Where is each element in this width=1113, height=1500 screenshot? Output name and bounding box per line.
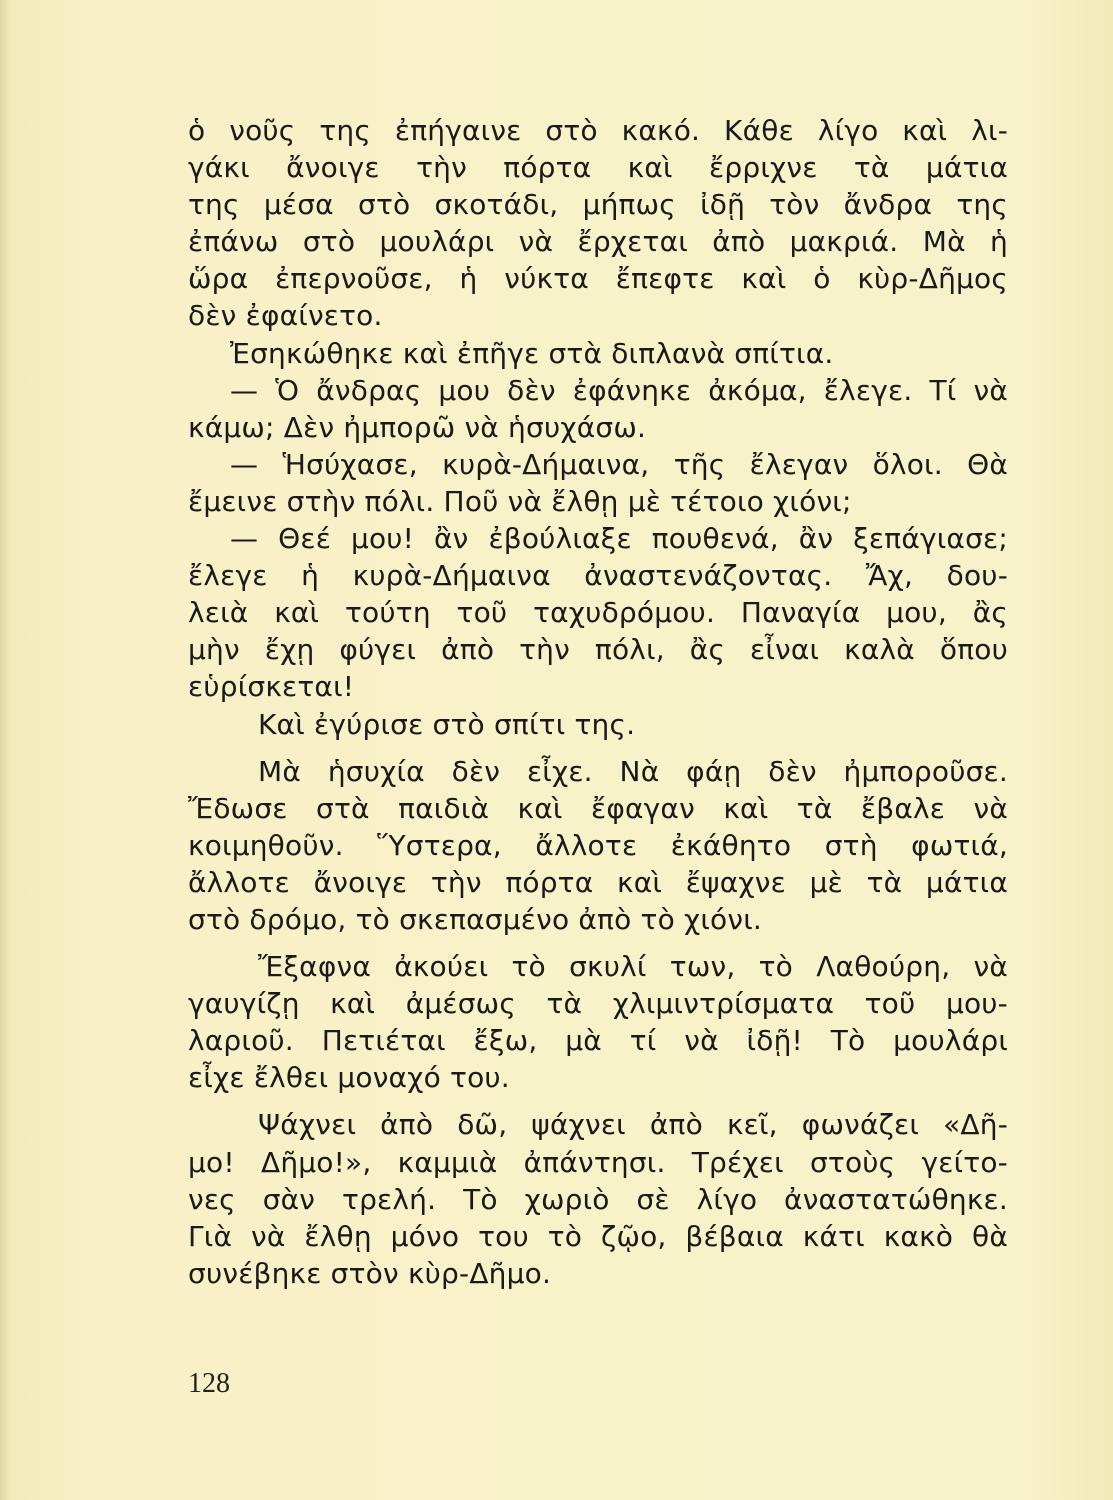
text-line-22: στὸ δρόμο, τὸ σκεπασμένο ἀπὸ τὸ χιόνι. (188, 902, 762, 936)
text-line-28: μο! Δῆμο!», καμμιὰ ἀπάντησι. Τρέχει στοὺς γείτο- (188, 1145, 1008, 1179)
text-line-1: ὁ νοῦς της ἐπήγαινε στὸ κακό. Κάθε λίγο καὶ λι- (188, 114, 1008, 147)
text-line-19: Ἔδωσε στὰ παιδιὰ καὶ ἔφαγαν καὶ τὰ ἔβαλε νὰ (188, 791, 1008, 825)
page-number: 128 (188, 1368, 230, 1399)
text-line-11: ἔμεινε στὴν πόλι. Ποῦ νὰ ἔλθῃ μὲ τέτοιο χιόνι; (188, 484, 852, 518)
text-line-13: ἔλεγε ἡ κυρὰ-Δήμαινα ἀναστενάζοντας. Ἄχ, δου- (188, 559, 1008, 593)
text-line-21: ἄλλοτε ἄνοιγε τὴν πόρτα καὶ ἔψαχνε μὲ τὰ μάτια (188, 865, 1008, 899)
text-line-4: ἐπάνω στὸ μουλάρι νὰ ἔρχεται ἀπὸ μακριά. Μὰ ἡ (188, 225, 1008, 259)
text-line-7: Ἐσηκώθηκε καὶ ἐπῆγε στὰ διπλανὰ σπίτια. (230, 336, 834, 370)
text-line-12: — Θεέ μου! ἂν ἐβούλιαξε πουθενά, ἂν ξεπάγιασε; (230, 522, 1008, 556)
text-line-5: ὥρα ἐπερνοῦσε, ἡ νύκτα ἔπεφτε καὶ ὁ κὺρ-Δῆμος (188, 262, 1008, 296)
text-line-17: Καὶ ἐγύρισε στὸ σπίτι της. (258, 707, 636, 741)
text-line-15: μὴν ἔχῃ φύγει ἀπὸ τὴν πόλι, ἂς εἶναι καλὰ ὅπου (188, 633, 1008, 667)
page-edge-shadow (0, 0, 10, 1500)
text-line-25: λαριοῦ. Πετιέται ἔξω, μὰ τί νὰ ἰδῇ! Τὸ μουλάρι (188, 1024, 1008, 1058)
text-line-9: κάμω; Δὲν ἠμπορῶ νὰ ἡσυχάσω. (188, 410, 647, 444)
paragraph-gap (188, 938, 1008, 948)
text-line-3: της μέσα στὸ σκοτάδι, μήπως ἰδῇ τὸν ἄνδρα της (188, 188, 1008, 222)
text-line-18: Μὰ ἡσυχία δὲν εἶχε. Νὰ φάῃ δὲν ἠμποροῦσε. (258, 754, 1008, 788)
text-line-29: νες σὰν τρελή. Τὸ χωριὸ σὲ λίγο ἀναστατώθηκε. (188, 1182, 1008, 1216)
text-line-31: συνέβηκε στὸν κὺρ-Δῆμο. (188, 1256, 552, 1290)
text-line-23: Ἔξαφνα ἀκούει τὸ σκυλί των, τὸ Λαθούρη, νὰ (258, 950, 1008, 984)
text-line-10: — Ἡσύχασε, κυρὰ-Δήμαινα, τῆς ἔλεγαν ὅλοι. Θὰ (230, 447, 1008, 481)
text-line-27: Ψάχνει ἀπὸ δῶ, ψάχνει ἀπὸ κεῖ, φωνάζει «Δῆ- (258, 1108, 1008, 1142)
text-line-24: γαυγίζῃ καὶ ἀμέσως τὰ χλιμιντρίσματα τοῦ μου- (188, 987, 1008, 1021)
text-line-6: δὲν ἐφαίνετο. (188, 299, 383, 333)
text-line-14: λειὰ καὶ τούτη τοῦ ταχυδρόμου. Παναγία μου, ἂς (188, 596, 1008, 630)
body-text (188, 112, 1008, 1292)
text-line-8: — Ὁ ἄνδρας μου δὲν ἐφάνηκε ἀκόμα, ἔλεγε. Τί νὰ (230, 373, 1008, 407)
paragraph-gap (188, 1096, 1008, 1106)
text-line-26: εἶχε ἔλθει μοναχό του. (188, 1061, 510, 1095)
text-line-30: Γιὰ νὰ ἔλθῃ μόνο του τὸ ζῷο, βέβαια κάτι κακὸ θὰ (188, 1219, 1008, 1253)
paragraph-gap (188, 743, 1008, 753)
text-line-20: κοιμηθοῦν. Ὕστερα, ἄλλοτε ἐκάθητο στὴ φωτιά, (188, 828, 1008, 862)
text-line-16: εὑρίσκεται! (188, 670, 355, 704)
text-line-2: γάκι ἄνοιγε τὴν πόρτα καὶ ἔρριχνε τὰ μάτια (188, 151, 1008, 185)
